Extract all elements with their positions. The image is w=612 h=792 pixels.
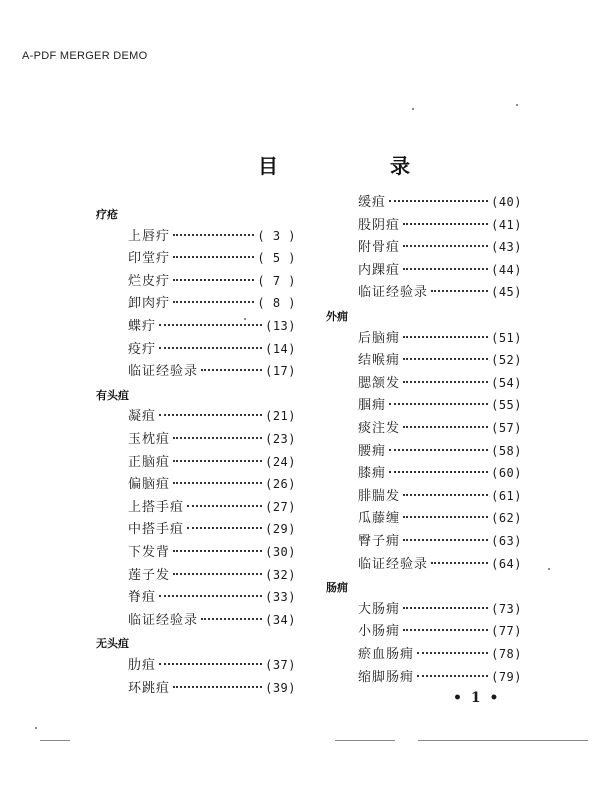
toc-entry-title: 烂皮疔 [128, 273, 171, 289]
toc-entry-title: 缩脚肠痈 [358, 669, 415, 685]
toc-entry-page: (43) [491, 240, 522, 255]
toc-entry-title: 股阴疽 [358, 217, 401, 233]
toc-entry[interactable] [128, 294, 296, 312]
toc-entry[interactable] [358, 487, 522, 505]
toc-entry[interactable] [358, 668, 522, 686]
toc-entry[interactable] [128, 679, 296, 697]
toc-entry-title: 上搭手疽 [128, 499, 185, 515]
toc-section-heading: 无头疽 [96, 637, 129, 651]
toc-entry-page: (52) [491, 353, 522, 368]
toc-dot-leader [417, 652, 488, 654]
scan-speck [516, 104, 518, 106]
toc-dot-leader [403, 336, 488, 338]
toc-dot-leader [403, 268, 488, 270]
toc-entry[interactable] [358, 374, 522, 392]
toc-entry[interactable] [128, 249, 296, 267]
toc-entry-page: (58) [491, 443, 522, 458]
toc-dot-leader [173, 460, 262, 462]
toc-entry-page: (61) [491, 488, 522, 503]
toc-entry[interactable] [358, 600, 522, 618]
toc-entry[interactable] [358, 261, 522, 279]
scan-speck [412, 108, 414, 110]
toc-entry-title: 玉枕疽 [128, 432, 171, 447]
toc-entry-title: 偏脑疽 [128, 477, 171, 493]
toc-entry[interactable] [128, 611, 296, 629]
toc-entry-page: (24) [265, 454, 296, 469]
toc-entry-page: (32) [265, 567, 296, 582]
toc-dot-leader [389, 200, 488, 202]
toc-entry-page: (39) [265, 680, 296, 695]
toc-entry-page: (26) [265, 477, 296, 492]
toc-entry-page: ( 7 ) [257, 273, 296, 288]
toc-entry-page: (55) [491, 398, 522, 413]
toc-entry-page: ( 5 ) [257, 251, 296, 266]
toc-entry[interactable] [358, 622, 522, 640]
toc-entry[interactable] [128, 340, 296, 358]
toc-dot-leader [201, 369, 262, 371]
toc-entry-title: 临证经验录 [128, 612, 199, 628]
toc-entry-page: (33) [265, 590, 296, 605]
toc-dot-leader [159, 347, 262, 349]
toc-entry[interactable] [128, 475, 296, 493]
toc-dot-leader [431, 290, 488, 292]
toc-entry-page: (54) [491, 375, 522, 390]
toc-entry-title: 莲子发 [128, 567, 171, 583]
toc-dot-leader [173, 550, 262, 552]
toc-entry[interactable] [128, 227, 296, 245]
toc-entry-title: 下发背 [128, 545, 171, 560]
toc-entry[interactable] [358, 396, 522, 414]
toc-entry-page: (64) [491, 556, 522, 571]
toc-entry[interactable] [128, 656, 296, 674]
toc-entry-page: (30) [265, 545, 296, 559]
toc-dot-leader [173, 256, 254, 258]
toc-entry-page: ( 3 ) [257, 228, 296, 243]
toc-dot-leader [403, 607, 488, 609]
toc-entry[interactable] [128, 317, 296, 335]
toc-dot-leader [403, 223, 488, 225]
toc-entry-title: 卸肉疔 [128, 296, 171, 312]
toc-dot-leader [389, 471, 488, 473]
toc-entry-title: 结喉痈 [358, 353, 401, 369]
toc-entry[interactable] [128, 453, 296, 471]
toc-dot-leader [159, 663, 262, 665]
toc-entry-title: 后脑痈 [358, 330, 401, 346]
toc-entry-page: (57) [491, 421, 522, 435]
toc-entry[interactable] [358, 645, 522, 663]
toc-dot-leader [417, 675, 488, 677]
toc-entry[interactable] [128, 362, 296, 380]
toc-dot-leader [201, 618, 262, 620]
toc-entry-page: (62) [491, 511, 522, 526]
toc-entry-page: (60) [491, 466, 522, 481]
scan-speck [244, 318, 246, 320]
toc-entry-page: (37) [265, 658, 296, 672]
toc-entry-title: 临证经验录 [358, 285, 429, 301]
toc-entry-page: (77) [491, 624, 522, 639]
toc-entry-page: (41) [491, 217, 522, 232]
toc-section-heading: 肠痈 [326, 581, 348, 595]
toc-entry-title: 腰痈 [358, 443, 387, 459]
toc-entry[interactable] [358, 351, 522, 369]
toc-entry-title: 临证经验录 [128, 364, 199, 380]
toc-entry[interactable] [128, 407, 296, 425]
toc-entry-page: (13) [265, 319, 296, 333]
toc-entry-title: 瓜藤缠 [358, 511, 401, 527]
scan-line [40, 740, 70, 741]
toc-entry-title: 缓疽 [358, 195, 387, 210]
toc-entry-title: 肋疽 [128, 658, 157, 673]
toc-entry-title: 环跳疽 [128, 680, 171, 696]
toc-entry-title: 臀子痈 [358, 534, 401, 549]
toc-dot-leader [403, 381, 488, 383]
toc-entry[interactable] [358, 442, 522, 460]
toc-entry-page: (27) [265, 499, 296, 514]
toc-dot-leader [159, 595, 262, 597]
toc-entry-page: (44) [491, 262, 522, 277]
toc-entry[interactable] [128, 588, 296, 606]
toc-entry[interactable] [358, 283, 522, 301]
toc-dot-leader [403, 245, 488, 247]
toc-entry[interactable] [128, 566, 296, 584]
toc-entry-title: 蝶疔 [128, 319, 157, 334]
toc-dot-leader [159, 414, 262, 416]
toc-entry-title: 腮颔发 [358, 375, 401, 391]
toc-entry-title: 附骨疽 [358, 240, 401, 256]
toc-entry-title: 临证经验录 [358, 556, 429, 572]
toc-entry-page: (45) [491, 285, 522, 300]
toc-dot-leader [173, 234, 254, 236]
page-number: • 1 • [453, 690, 501, 706]
toc-dot-leader [173, 686, 262, 688]
toc-entry[interactable] [128, 543, 296, 561]
toc-dot-leader [403, 516, 488, 518]
toc-entry-title: 凝疽 [128, 409, 157, 425]
toc-dot-leader [173, 301, 254, 303]
toc-entry-page: (63) [491, 534, 522, 548]
toc-entry-title: 正脑疽 [128, 454, 171, 470]
toc-dot-leader [403, 426, 488, 428]
toc-dot-leader [159, 324, 262, 326]
toc-entry-page: (34) [265, 612, 296, 627]
toc-entry[interactable] [358, 532, 522, 550]
toc-dot-leader [403, 358, 488, 360]
toc-section-heading: 有头疽 [96, 388, 129, 402]
toc-entry-title: 脊疽 [128, 590, 157, 606]
scan-speck [35, 727, 37, 729]
toc-entry[interactable] [358, 193, 522, 211]
scan-speck [548, 568, 550, 570]
toc-entry-title: 腓腨发 [358, 488, 401, 504]
toc-entry-title: 小肠痈 [358, 624, 401, 640]
toc-entry-title: 内踝疽 [358, 262, 401, 278]
page-title: 目 录 [258, 154, 456, 178]
toc-entry-page: (29) [265, 522, 296, 537]
scan-line [335, 740, 395, 741]
toc-section-heading: 外痈 [326, 310, 348, 323]
toc-entry-title: 上唇疔 [128, 228, 171, 244]
toc-entry-page: (73) [491, 601, 522, 616]
toc-entry-page: (78) [491, 647, 522, 661]
toc-entry[interactable] [358, 555, 522, 573]
watermark-text: A-PDF MERGER DEMO [22, 50, 148, 62]
toc-dot-leader [403, 629, 488, 631]
toc-entry-title: 印堂疔 [128, 251, 171, 267]
toc-entry[interactable] [358, 216, 522, 234]
scan-line [418, 740, 588, 741]
toc-entry-page: (40) [491, 195, 522, 209]
toc-entry[interactable] [358, 238, 522, 256]
toc-entry-title: 膝痈 [358, 466, 387, 482]
toc-entry[interactable] [128, 520, 296, 538]
toc-entry[interactable] [128, 498, 296, 516]
toc-dot-leader [403, 539, 488, 541]
toc-entry[interactable] [128, 430, 296, 448]
toc-entry-title: 疫疔 [128, 341, 157, 357]
toc-dot-leader [187, 527, 262, 529]
toc-dot-leader [187, 505, 262, 507]
toc-entry-title: 瘀血肠痈 [358, 647, 415, 662]
toc-dot-leader [389, 403, 488, 405]
toc-dot-leader [173, 437, 262, 439]
toc-entry-page: (17) [265, 364, 296, 379]
toc-dot-leader [173, 573, 262, 575]
toc-dot-leader [173, 279, 254, 281]
toc-entry-page: (23) [265, 432, 296, 446]
toc-entry[interactable] [358, 509, 522, 527]
toc-section-heading: 疗疮 [96, 208, 118, 221]
toc-entry-title: 痰注发 [358, 421, 401, 436]
toc-entry-title: 中搭手疽 [128, 522, 185, 538]
toc-dot-leader [403, 494, 488, 496]
toc-dot-leader [389, 449, 488, 451]
toc-entry[interactable] [358, 419, 522, 437]
toc-dot-leader [173, 482, 262, 484]
toc-entry[interactable] [358, 464, 522, 482]
toc-entry[interactable] [358, 329, 522, 347]
toc-entry-title: 腘痈 [358, 398, 387, 414]
toc-entry-page: ( 8 ) [257, 296, 296, 311]
toc-entry-page: (14) [265, 341, 296, 356]
toc-entry-page: (51) [491, 330, 522, 345]
toc-entry-page: (79) [491, 669, 522, 684]
toc-entry-title: 大肠痈 [358, 601, 401, 617]
toc-entry-page: (21) [265, 409, 296, 424]
toc-entry[interactable] [128, 272, 296, 290]
toc-dot-leader [431, 562, 488, 564]
